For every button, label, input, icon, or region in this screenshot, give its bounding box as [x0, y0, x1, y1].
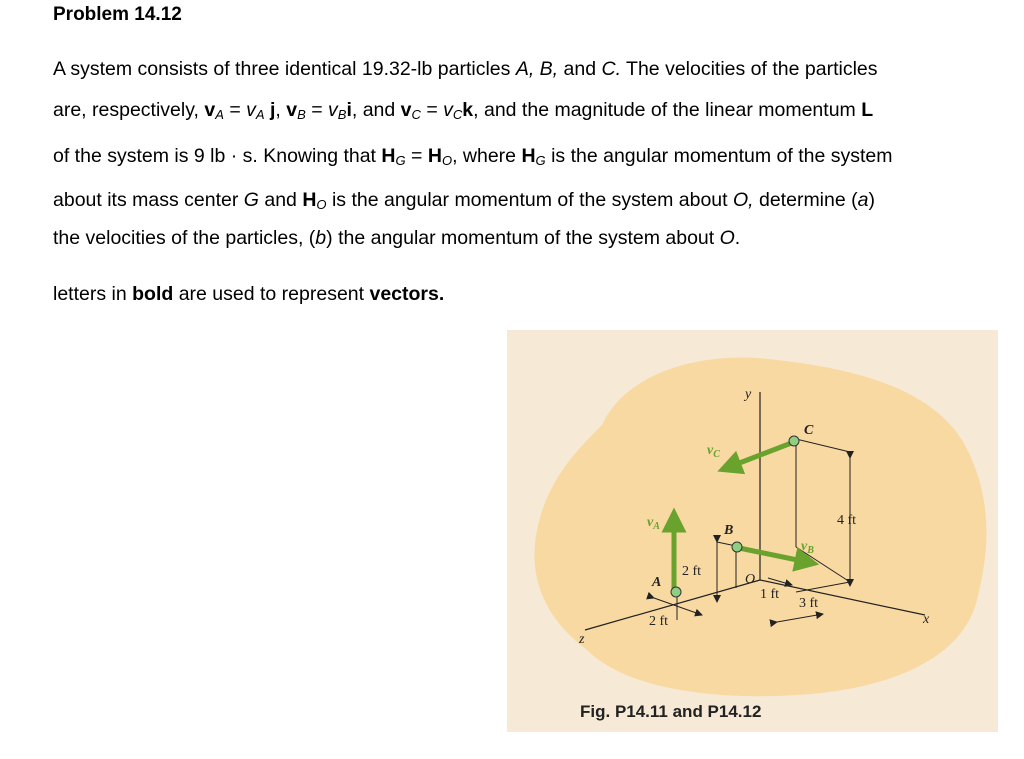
origin-label: O	[745, 572, 756, 587]
dim-2ft-vertical-label: 2 ft	[682, 564, 702, 579]
dim-3ft-label: 3 ft	[799, 596, 819, 611]
particle-b-label: B	[724, 523, 734, 538]
bold-note: letters in bold are used to represent vectors.	[53, 283, 445, 305]
particle-c-label: C	[804, 423, 814, 438]
y-axis-label: y	[745, 387, 752, 402]
dim-2ft-horizontal-label: 2 ft	[649, 614, 669, 629]
figure-p14-11	[507, 330, 998, 732]
problem-line-3: of the system is 9 lb · s. Knowing that $H_G = H_O$, where $H_G$ is the angular momentum of the system	[53, 145, 893, 168]
problem-line-1: A system consists of three identical 19.32-lb particles A, B, and C. The velocities of the particles	[53, 58, 878, 80]
x-axis-label: x	[923, 612, 930, 627]
va-label: $v_A$	[647, 515, 660, 532]
figure-diagram	[507, 330, 998, 732]
problem-line-2: are, respectively, $v_A = v_A$ j, $v_B = v_Bi$, and $v_C = v_Ck$, and the magnitude of the linear momentum L	[53, 99, 874, 122]
z-axis-label: z	[579, 632, 585, 647]
dim-1ft-label: 1 ft	[760, 587, 780, 602]
vb-label: $v_B$	[801, 539, 814, 556]
particle-b	[732, 542, 742, 552]
particle-a	[671, 587, 681, 597]
dim-4ft-label: 4 ft	[837, 513, 857, 528]
problem-title: Problem 14.12	[53, 4, 182, 25]
particle-c	[789, 436, 799, 446]
particle-a-label: A	[652, 575, 662, 590]
vc-label: $v_C$	[707, 443, 720, 460]
figure-caption: Fig. P14.11 and P14.12	[580, 702, 762, 721]
problem-line-5: the velocities of the particles, (b) the angular momentum of the system about O.	[53, 227, 741, 249]
problem-line-4: about its mass center G and $H_O$ is the angular momentum of the system about O, determine (a)	[53, 189, 875, 212]
